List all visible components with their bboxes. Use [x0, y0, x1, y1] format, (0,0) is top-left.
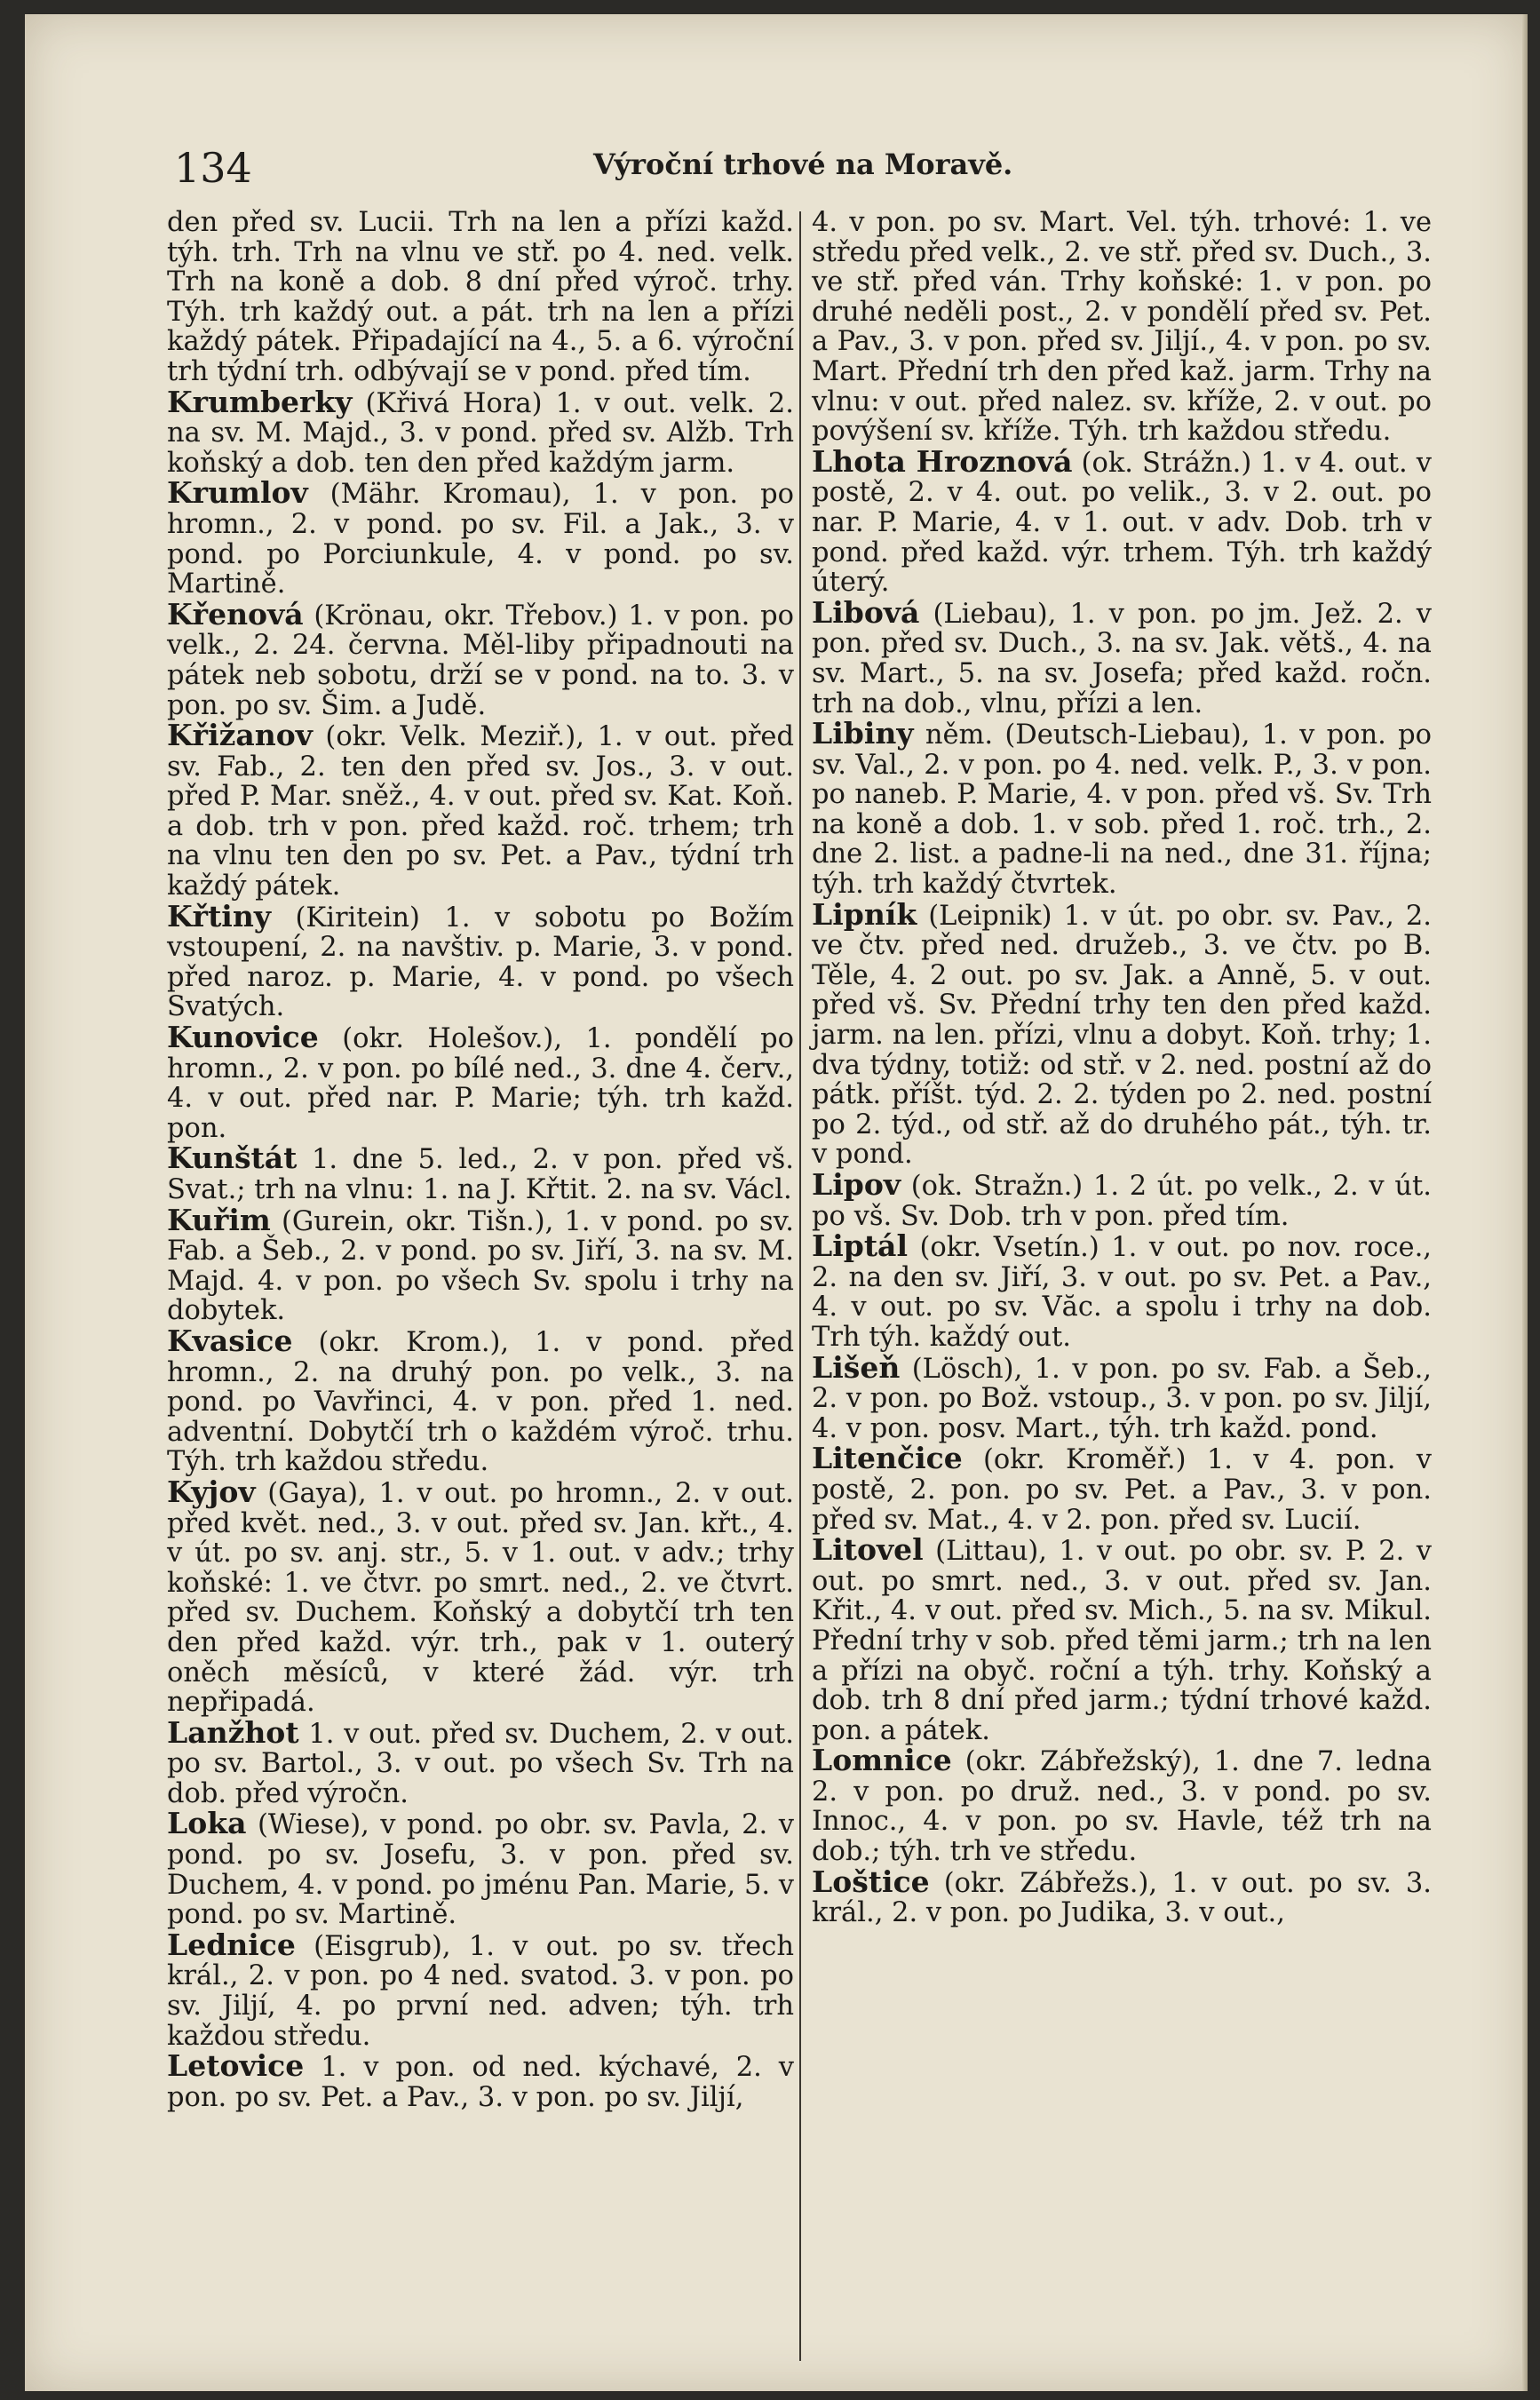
- dictionary-entry: [167, 1202, 794, 1327]
- entry-text: 4. v pon. po sv. Mart. Vel. týh. trhové: 1. ve středu před velk., 2. ve stř. před sv. Duch., 3. ve stř. před ván. Trhy koňské: 1. v pon. po druhé neděli post., 2. v pondělí před sv. Pet. a Pav., 3. v pon. před sv. Jiljí., 4. v pon. po sv. Mart. Přední trh den před kaž. jarm. Trhy na vlnu: v out. před nalez. sv. kříže, 2. v out. po povýšení sv. kříže. Týh. trh každou středu.: [812, 207, 1432, 448]
- entry-text: (Littau), 1. v out. po obr. sv. P. 2. v out. po smrt. ned., 3. v out. před sv. Jan. Křit., 4. v out. před sv. Mich., 5. na sv. Mikul. Přední trhy v sob. před těmi jarm.; trh na len a přízi na obyč. roční a týh. trhy. Koňský a dob. trh 8 dní před jarm.; týdní trhové každ. pon. a pátek.: [812, 1536, 1432, 1746]
- dictionary-entry: [812, 443, 1432, 599]
- dictionary-entry: [812, 716, 1432, 901]
- scan-edge: [1522, 14, 1528, 2391]
- entry-headword: Křenová: [167, 596, 304, 632]
- dictionary-entry: [167, 596, 794, 721]
- entry-text: (okr. Vsetín.) 1. v out. po nov. roce., 2. na den sv. Jiří, 3. v out. po sv. Pet. a Pav., 4. v out. po sv. Văc. a spolu i trhy na dob. Trh týh. každý out.: [812, 1232, 1432, 1353]
- entry-headword: Kunovice: [167, 1020, 319, 1055]
- dictionary-entry: [812, 1349, 1432, 1444]
- entry-headword: Kvasice: [167, 1323, 293, 1358]
- entry-text: (Krönau, okr. Třebov.) 1. v pon. po velk., 2. 24. června. Měl-liby připadnouti na pátek neb sobotu, drží se v pond. na to. 3. v pon. po sv. Šim. a Judě.: [167, 600, 794, 721]
- entry-headword: Lipov: [812, 1167, 901, 1202]
- entry-text: (Eisgrub), 1. v out. po sv. třech král., 2. v pon. po 4 ned. svatod. 3. v pon. po sv. Jiljí, 4. po první ned. adven; týh. trh každou středu.: [167, 1930, 794, 2052]
- entry-text: (Lösch), 1. v pon. po sv. Fab. a Šeb., 2. v pon. po Bož. vstoup., 3. v pon. po sv. Jiljí, 4. v pon. posv. Mart., týh. trh každ. pond.: [812, 1353, 1432, 1444]
- entry-headword: Křtiny: [167, 898, 272, 934]
- dictionary-entry: [167, 1927, 794, 2052]
- entry-text: (okr. Krom.), 1. v pond. před hromn., 2. na druhý pon. po velk., 3. na pond. po Vavřinci, 4. v pon. před 1. ned. adventní. Dobytčí trh o každém výroč. trhu. Týh. trh každou středu.: [167, 1326, 794, 1478]
- dictionary-entry: [812, 896, 1432, 1171]
- dictionary-entry: [167, 1140, 794, 1205]
- dictionary-entry: [167, 2048, 794, 2113]
- book-page: [25, 14, 1528, 2391]
- dictionary-entry: [812, 1167, 1432, 1232]
- left-column: [167, 208, 794, 2112]
- entry-text: (okr. Zábřežský), 1. dne 7. ledna 2. v pon. po druž. ned., 3. v pond. po sv. Innoc., 4. v pon. po sv. Havle, též trh na dob.; týh. trh ve středu.: [812, 1746, 1432, 1868]
- entry-text: něm. (Deutsch-Liebau), 1. v pon. po sv. Val., 2. v pon. po 4. ned. velk. P., 3. v pon. po naneb. P. Marie, 4. v pon. před vš. Sv. Trh na koně a dob. 1. v sob. před 1. roč. trh., 2. dne 2. list. a padne-li na ned., dne 31. října; týh. trh každý čtvrtek.: [812, 719, 1432, 901]
- entry-headword: Lomnice: [812, 1743, 952, 1778]
- entry-text: 1. v pon. od ned. kýchavé, 2. v pon. po sv. Pet. a Pav., 3. v pon. po sv. Jiljí,: [167, 2052, 794, 2113]
- dictionary-entry: [812, 208, 1432, 447]
- dictionary-entry: [812, 1745, 1432, 1866]
- dictionary-entry: [167, 208, 794, 387]
- entry-headword: Kuřim: [167, 1202, 271, 1237]
- entry-headword: Kyjov: [167, 1474, 256, 1509]
- dictionary-entry: [167, 384, 794, 479]
- entry-headword: Lhota Hroznová: [812, 443, 1073, 479]
- entry-headword: Krumlov: [167, 475, 308, 511]
- dictionary-entry: [167, 720, 794, 902]
- entry-text: den před sv. Lucii. Trh na len a přízi každ. týh. trh. Trh na vlnu ve stř. po 4. ned. velk. Trh na koně a dob. 8 dní před výroč. trhy. Týh. trh každý out. a pát. trh na len a přízi každý pátek. Připadající na 4., 5. a 6. výroční trh týdní trh. odbývají se v pond. před tím.: [167, 207, 794, 387]
- entry-text: (Mähr. Kromau), 1. v pon. po hromn., 2. v pond. po sv. Fil. a Jak., 3. v pond. po Porciunkule, 4. v pond. po sv. Martině.: [167, 479, 794, 600]
- entry-headword: Libová: [812, 594, 920, 630]
- entry-text: (Kiritein) 1. v sobotu po Božím vstoupení, 2. na navštiv. p. Marie, 3. v pond. před naroz. p. Marie, 4. v pond. po všech Svatých.: [167, 902, 794, 1023]
- dictionary-entry: [167, 1474, 794, 1719]
- column-divider: [799, 211, 801, 2361]
- entry-text: (okr. Zábřežs.), 1. v out. po sv. 3. král., 2. v pon. po Judika, 3. v out.,: [812, 1867, 1432, 1929]
- entry-text: 1. v out. před sv. Duchem, 2. v out. po sv. Bartol., 3. v out. po všech Sv. Trh na dob. před výročn.: [167, 1718, 794, 1809]
- dictionary-entry: [812, 1864, 1432, 1929]
- dictionary-entry: [167, 1714, 794, 1809]
- entry-text: (Leipnik) 1. v út. po obr. sv. Pav., 2. ve čtv. před ned. družeb., 3. ve čtv. po B. Těle, 4. 2 out. po sv. Jak. a Anně, 5. v out. před vš. Sv. Přední trhy ten den před každ. jarm. na len. přízi, vlnu a dobyt. Koň. trhy; 1. dva týdny, totiž: od stř. v 2. ned. postní až do pátk. příšt. týd. 2. 2. týden po 2. ned. postní po 2. týd., od stř. až do druhého pát., týh. tr. v pond.: [812, 900, 1432, 1171]
- entry-text: (Gaya), 1. v out. po hromn., 2. v out. před květ. ned., 3. v out. před sv. Jan. křt., 4. v út. po sv. anj. str., 5. v 1. out. v adv.; trhy koňské: 1. ve čtvr. po smrt. ned., 2. ve čtvrt. před sv. Duchem. Koňský a dobytčí trh ten den před každ. výr. trh., pak v 1. outerý oněch měsíců, v které žád. výr. trh nepřipadá.: [167, 1477, 794, 1719]
- entry-headword: Liptál: [812, 1228, 908, 1264]
- entry-text: (ok. Strážn.) 1. v 4. out. v postě, 2. v 4. out. po velik., 3. v 2. out. po nar. P. Marie, 4. v 1. out. v adv. Dob. trh v pond. před každ. výr. trhem. Týh. trh každý úterý.: [812, 447, 1432, 599]
- entry-text: (okr. Velk. Meziř.), 1. v out. před sv. Fab., 2. ten den před sv. Jos., 3. v out. před P. Mar. sněž., 4. v out. před sv. Kat. Koň. a dob. trh v pon. před každ. roč. trhem; trh na vlnu ten den po sv. Pet. a Pav., týdní trh každý pátek.: [167, 721, 794, 902]
- dictionary-entry: [167, 898, 794, 1023]
- entry-text: (Liebau), 1. v pon. po jm. Jež. 2. v pon. před sv. Duch., 3. na sv. Jak. větš., 4. na sv. Mart., 5. na sv. Josefa; před každ. ročn. trh na dob., vlnu, přízi a len.: [812, 598, 1432, 719]
- entry-text: (ok. Stražn.) 1. 2 út. po velk., 2. v út. po vš. Sv. Dob. trh v pon. před tím.: [812, 1171, 1432, 1232]
- entry-headword: Litovel: [812, 1532, 924, 1568]
- dictionary-entry: [812, 1228, 1432, 1353]
- page-header: [25, 119, 1528, 190]
- entry-headword: Loka: [167, 1806, 247, 1841]
- dictionary-entry: [167, 1022, 794, 1143]
- dictionary-entry: [167, 475, 794, 600]
- entry-headword: Křižanov: [167, 718, 313, 753]
- entry-text: (Wiese), v pond. po obr. sv. Pavla, 2. v pond. po sv. Josefu, 3. v pon. před sv. Duchem, 4. v pond. po jménu Pan. Marie, 5. v pond. po sv. Martině.: [167, 1809, 794, 1931]
- entry-headword: Letovice: [167, 2048, 305, 2084]
- dictionary-entry: [812, 594, 1432, 719]
- dictionary-entry: [812, 1532, 1432, 1746]
- entry-text: (okr. Kroměř.) 1. v 4. pon. v postě, 2. pon. po sv. Pet. a Pav., 3. v pon. před sv. Mat., 4. v 2. pon. před sv. Lucií.: [812, 1444, 1432, 1536]
- entry-text: 1. dne 5. led., 2. v pon. před vš. Svat.; trh na vlnu: 1. na J. Křtit. 2. na sv. Václ.: [167, 1144, 794, 1205]
- dictionary-entry: [167, 1323, 794, 1478]
- entry-headword: Libiny: [812, 716, 914, 751]
- entry-headword: Litenčice: [812, 1441, 963, 1476]
- entry-headword: Lednice: [167, 1927, 296, 1962]
- entry-text: (Křivá Hora) 1. v out. velk. 2. na sv. M. Majd., 3. v pond. před sv. Alžb. Trh koňský a dob. ten den před každým jarm.: [167, 387, 794, 479]
- entry-text: (okr. Holešov.), 1. pondělí po hromn., 2. v pon. po bílé ned., 3. dne 4. červ., 4. v out. před nar. P. Marie; týh. trh každ. pon.: [167, 1023, 794, 1144]
- right-column: [812, 208, 1432, 1928]
- entry-headword: Loštice: [812, 1864, 930, 1899]
- entry-headword: Lipník: [812, 896, 917, 932]
- entry-headword: Krumberky: [167, 384, 353, 419]
- entry-headword: Kunštát: [167, 1140, 298, 1176]
- entry-headword: Lanžhot: [167, 1714, 299, 1750]
- entry-text: (Gurein, okr. Tišn.), 1. v pond. po sv. Fab. a Šeb., 2. v pond. po sv. Jiří, 3. na sv. M. Majd. 4. v pon. po všech Sv. spolu i trhy na dobytek.: [167, 1205, 794, 1327]
- running-title: Výroční trhové na Moravě.: [593, 147, 1013, 181]
- page-number: 134: [174, 144, 252, 192]
- entry-headword: Lišeň: [812, 1349, 901, 1385]
- dictionary-entry: [167, 1808, 794, 1929]
- dictionary-entry: [812, 1443, 1432, 1535]
